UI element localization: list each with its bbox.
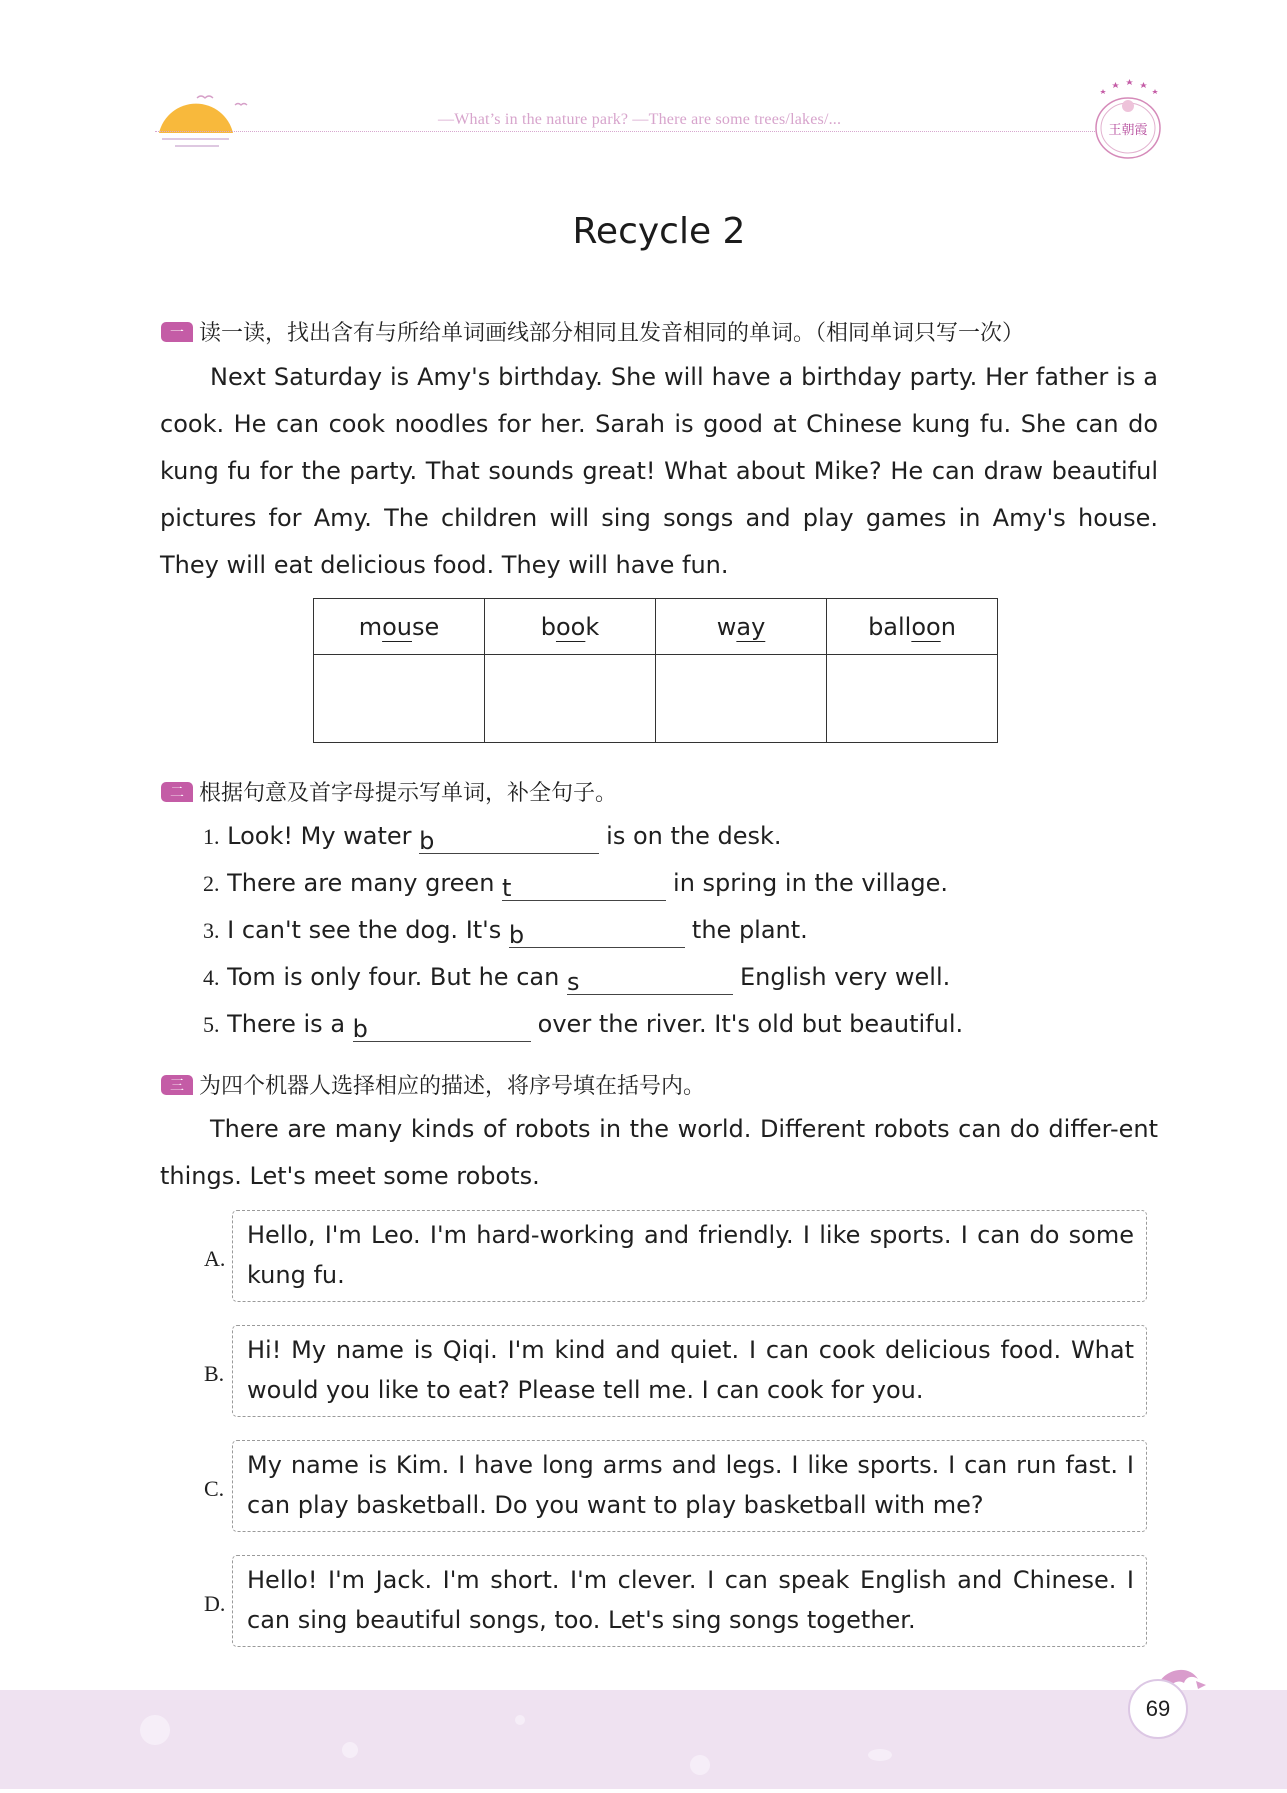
section3-heading <box>160 1069 705 1100</box>
fill-blank-item: 5. There is a b over the river. It's old but beautiful. <box>203 1010 964 1043</box>
answer-blank[interactable]: b <box>353 1015 531 1042</box>
phonics-word-cell: mouse <box>314 599 485 655</box>
svg-text:一: 一 <box>170 325 184 341</box>
running-header: —What’s in the nature park? —There are some trees/lakes/... <box>438 111 842 128</box>
phonics-word-cell: book <box>485 599 656 655</box>
footer-bubbles-icon <box>0 1690 1287 1789</box>
robot-description-A: Hello, I'm Leo. I'm hard-working and friendly. I like sports. I can do some kung fu. <box>232 1210 1147 1302</box>
section2-heading <box>160 776 617 807</box>
page-title: Recycle 2 <box>572 211 746 252</box>
robot-option-label: D. <box>204 1591 226 1616</box>
answer-cell[interactable] <box>485 655 656 743</box>
phonics-word-cell: balloon <box>827 599 998 655</box>
header-divider <box>155 131 1095 132</box>
fill-blank-item: 2. There are many green t in spring in the village. <box>203 869 948 902</box>
phonics-table <box>313 598 998 743</box>
section-badge-icon <box>160 781 194 803</box>
section1-heading <box>160 316 1024 347</box>
brand-seal-icon <box>1087 76 1167 166</box>
answer-cell[interactable] <box>314 655 485 743</box>
answer-cell[interactable] <box>827 655 998 743</box>
svg-text:二: 二 <box>170 785 184 801</box>
page-number: 69 <box>1128 1679 1188 1739</box>
answer-cell[interactable] <box>656 655 827 743</box>
robot-option-label: C. <box>204 1476 225 1501</box>
fill-blank-item: 1. Look! My water b is on the desk. <box>203 822 782 855</box>
footer-band <box>0 1690 1287 1789</box>
section2-instruction: 根据句意及首字母提示写单词，补全句子。 <box>199 781 618 806</box>
section3-intro: There are many kinds of robots in the world. Different robots can do differ-ent things. Let's meet some robots. <box>160 1115 1158 1190</box>
answer-blank[interactable]: s <box>567 968 733 995</box>
svg-text:三: 三 <box>170 1078 184 1094</box>
section-badge-icon <box>160 321 194 343</box>
svg-text:王朝霞: 王朝霞 <box>1108 123 1148 138</box>
section3-instruction: 为四个机器人选择相应的描述，将序号填在括号内。 <box>199 1074 706 1099</box>
answer-blank[interactable]: b <box>509 921 685 948</box>
section-badge-icon <box>160 1074 194 1096</box>
section1-instruction: 读一读，找出含有与所给单词画线部分相同且发音相同的单词。（相同单词只写一次） <box>199 321 1025 346</box>
robot-option-label: B. <box>204 1361 225 1386</box>
answer-blank[interactable]: t <box>502 874 666 901</box>
answer-blank[interactable]: b <box>419 827 599 854</box>
sunset-icon <box>157 95 252 155</box>
fill-blank-item: 3. I can't see the dog. It's b the plant. <box>203 916 808 949</box>
robot-description-B: Hi! My name is Qiqi. I'm kind and quiet. I can cook delicious food. What would you like to eat? Please tell me. I can cook for you. <box>232 1325 1147 1417</box>
phonics-word-cell: way <box>656 599 827 655</box>
robot-option-label: A. <box>204 1246 226 1271</box>
fill-blank-item: 4. Tom is only four. But he can s English very well. <box>203 963 951 996</box>
robot-description-C: My name is Kim. I have long arms and legs. I like sports. I can run fast. I can play basketball. Do you want to play basketball with me? <box>232 1440 1147 1532</box>
robot-description-D: Hello! I'm Jack. I'm short. I'm clever. I can speak English and Chinese. I can sing beautiful songs, too. Let's sing songs together. <box>232 1555 1147 1647</box>
section1-passage: Next Saturday is Amy's birthday. She will have a birthday party. Her father is a cook. He can cook noodles for her. Sarah is good at Chinese kung fu. She can do kung fu for the party. That sounds great! What about Mike? He can draw beautiful pictures for Amy. The children will sing songs and play games in Amy's house. They will eat delicious food. They will have fun. <box>160 363 1158 579</box>
